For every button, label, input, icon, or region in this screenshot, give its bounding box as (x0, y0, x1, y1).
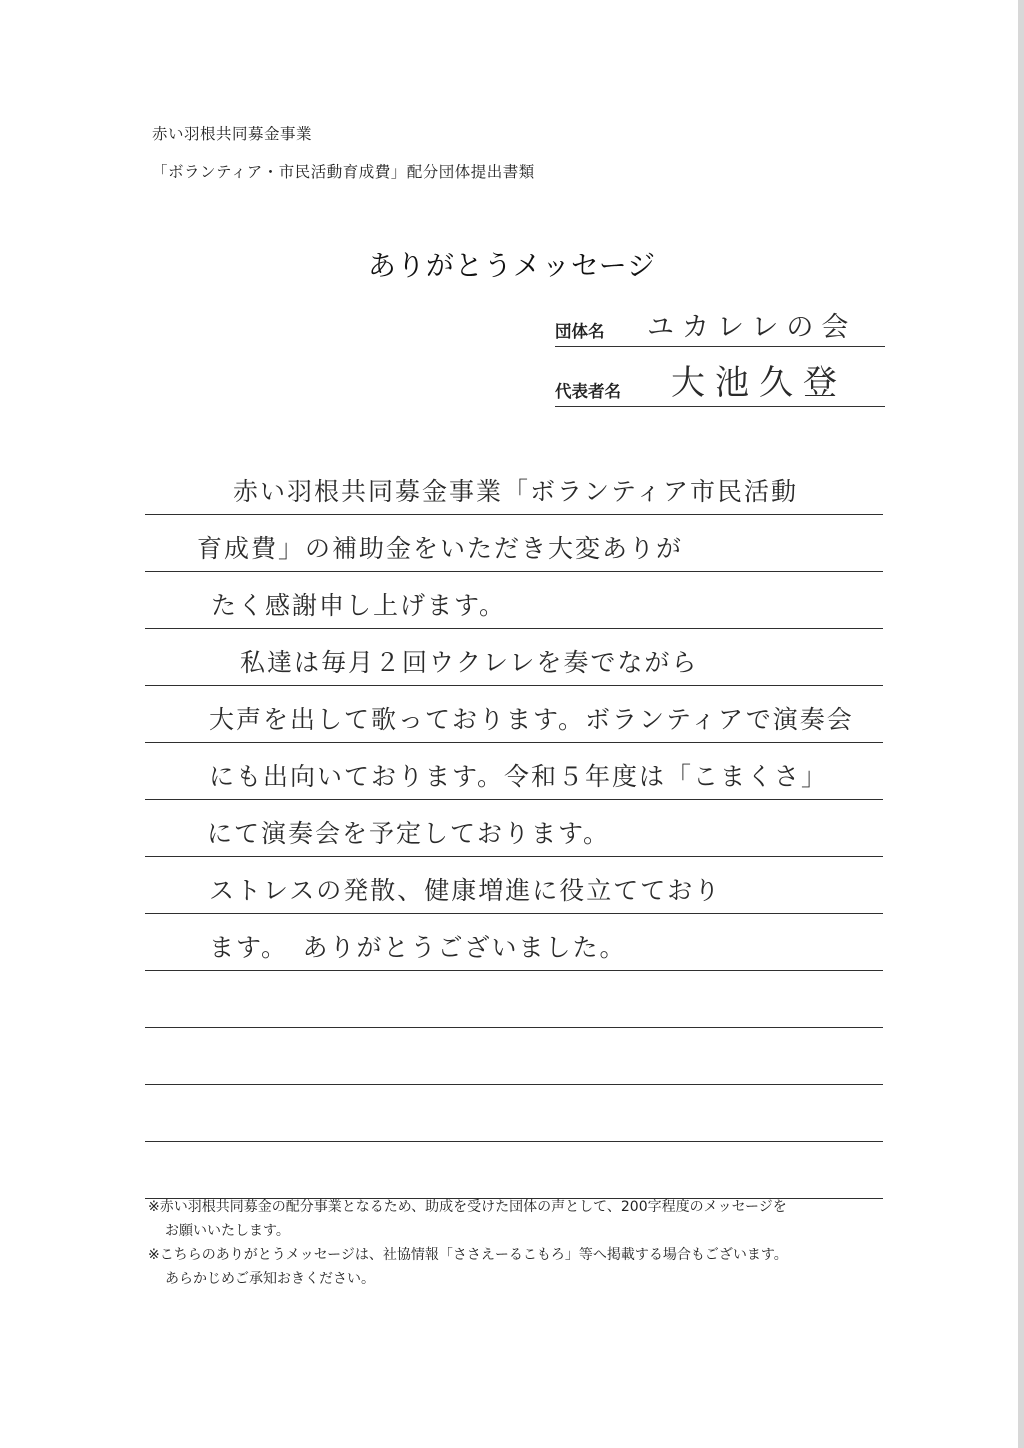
note-publication-cont: あらかじめご承知おきください。 (165, 1271, 375, 1287)
representative-label: 代表者名 (555, 382, 621, 401)
message-text: 育成費」の補助金をいただき大変ありが (197, 534, 684, 563)
message-text: 赤い羽根共同募金事業「ボランティア市民活動 (233, 477, 799, 506)
message-line (145, 971, 883, 1028)
scan-edge (1018, 0, 1024, 1448)
message-line (145, 572, 883, 629)
organization-value: ユカレレの会 (647, 312, 857, 343)
message-text: にて演奏会を予定しております。 (207, 819, 611, 848)
message-text: たく感謝申し上げます。 (211, 591, 507, 620)
message-line (145, 1028, 883, 1085)
message-line (145, 743, 883, 800)
message-text: ストレスの発散、健康増進に役立てており (209, 876, 722, 905)
organization-label: 団体名 (555, 322, 605, 341)
note-length-request: ※赤い羽根共同募金の配分事業となるため、助成を受けた団体の声として、200字程度のメッセージを (148, 1199, 787, 1215)
message-area (145, 458, 883, 1199)
note-publication: ※こちらのありがとうメッセージは、社協情報「ささえーるこもろ」等へ掲載する場合もございます。 (148, 1247, 788, 1263)
message-line (145, 458, 883, 515)
message-line (145, 686, 883, 743)
message-text: 大声を出して歌っております。ボランティアで演奏会 (209, 705, 854, 734)
message-text: ます。 ありがとうございました。 (209, 933, 627, 962)
message-line (145, 1142, 883, 1199)
message-line (145, 857, 883, 914)
message-line (145, 914, 883, 971)
note-length-request-cont: お願いいたします。 (165, 1223, 290, 1239)
message-text: 私達は毎月２回ウクレレを奏でながら (240, 648, 699, 677)
organization-field (555, 306, 885, 347)
representative-value: 大池久登 (671, 363, 847, 403)
message-line (145, 1085, 883, 1142)
page-title: ありがとうメッセージ (367, 249, 657, 282)
message-text: にも出向いております。令和５年度は「こまくさ」 (209, 762, 829, 791)
message-line (145, 800, 883, 857)
representative-field (555, 363, 885, 407)
message-line (145, 629, 883, 686)
program-name: 赤い羽根共同募金事業 (152, 125, 313, 143)
document-category: 「ボランティア・市民活動育成費」配分団体提出書類 (152, 163, 535, 181)
message-line (145, 515, 883, 572)
